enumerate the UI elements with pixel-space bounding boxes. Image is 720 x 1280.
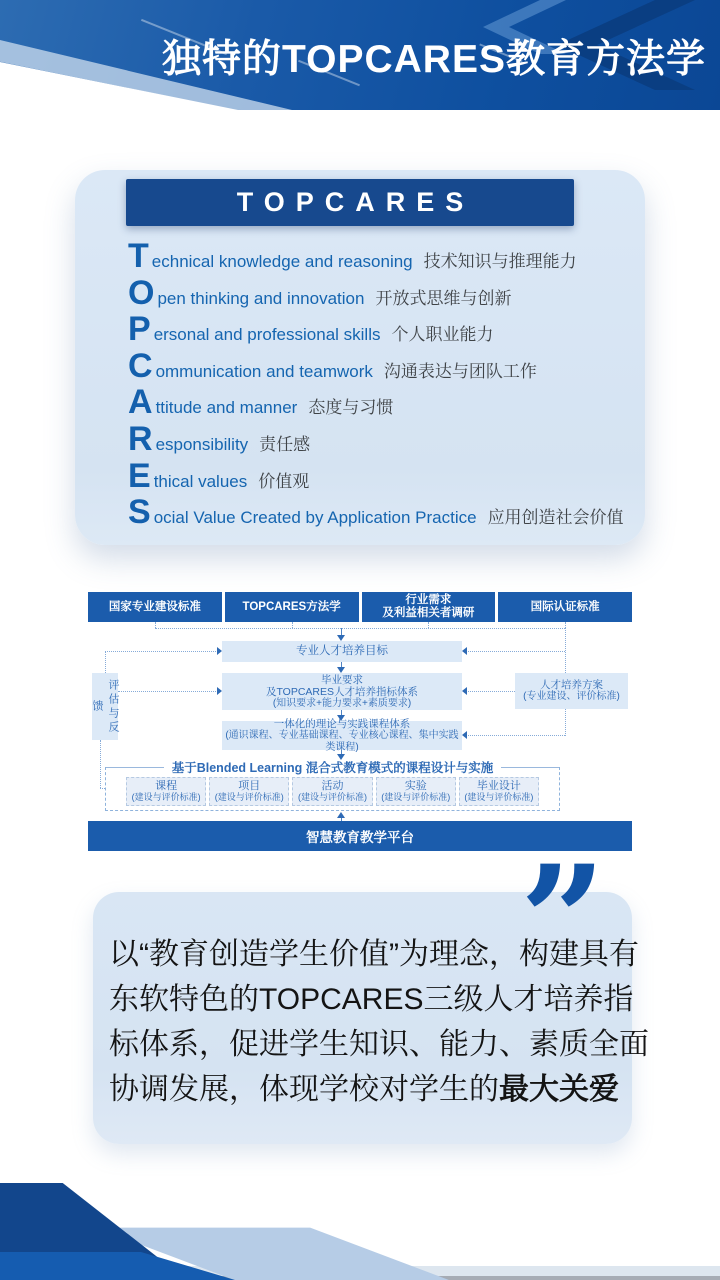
quote-bold-text: 最大关爱 (499, 1073, 619, 1106)
diagram-top-row (88, 592, 632, 622)
quote-text: 以“教育创造学生价值”为理念，构建具有东软特色的TOPCARES三级人才培养指标体系，促进学生知识、能力、素质全面协调发展，体现学校对学生的最大关爱 (109, 938, 649, 1106)
connector-line (105, 651, 218, 652)
arrow-right-icon (217, 687, 222, 695)
topcares-title-bar (126, 179, 574, 226)
header-banner (0, 0, 720, 110)
acronym-letter: E (128, 456, 151, 495)
practice-box-project: 项目 (建设与评价标准) (209, 777, 289, 806)
footer-navy-wedge (0, 1183, 165, 1263)
acronym-letter: O (128, 273, 155, 312)
topcares-item-t (128, 237, 633, 275)
connector-line (155, 628, 565, 629)
acronym-letter: P (128, 310, 151, 349)
acronym-english: ocial Value Created by Application Practice (153, 508, 477, 528)
connector-line (341, 628, 342, 635)
acronym-chinese: 责任感 (259, 434, 311, 454)
top-box-industry-demand: 行业需求 及利益相关者调研 (362, 592, 496, 622)
topcares-item-p (128, 310, 633, 349)
topcares-item-r (128, 419, 633, 458)
graduation-requirements-box: 毕业要求 及TOPCARES人才培养指标体系 (知识要求+能力要求+素质要求) (222, 673, 462, 710)
acronym-chinese: 态度与习惯 (308, 398, 394, 418)
acronym-english: pen thinking and innovation (157, 288, 365, 308)
quotation-marks-icon: ” (519, 846, 606, 942)
top-box-international-standard: 国际认证标准 (498, 592, 632, 622)
connector-line (466, 691, 515, 692)
acronym-letter: S (128, 493, 151, 532)
topcares-title: TOPCARES (236, 187, 475, 217)
connector-line (565, 709, 566, 736)
connector-line (100, 788, 105, 789)
talent-plan-box: 人才培养方案 (专业建设、评价标准) (515, 673, 628, 709)
topcares-item-s (128, 493, 633, 532)
acronym-letter: C (128, 346, 153, 385)
evaluation-feedback-box: 评估与反馈 (92, 673, 118, 740)
arrow-left-icon (462, 731, 467, 739)
quote-card (93, 846, 649, 1144)
topcares-item-c (128, 346, 633, 385)
acronym-english: echnical knowledge and reasoning (151, 252, 413, 271)
practice-box-course: 课程 (建设与评价标准) (126, 777, 206, 806)
connector-line (466, 735, 565, 736)
acronym-chinese: 技术知识与推理能力 (423, 252, 577, 271)
acronym-chinese: 沟通表达与团队工作 (383, 361, 537, 381)
acronym-english: ttitude and manner (155, 398, 298, 418)
acronym-chinese: 应用创造社会价值 (487, 508, 624, 528)
acronym-english: thical values (153, 471, 248, 491)
acronym-chinese: 价值观 (258, 471, 310, 491)
blended-learning-title: 基于Blended Learning 混合式教育模式的课程设计与实施 (171, 761, 494, 775)
connector-line (118, 691, 218, 692)
acronym-letter: T (128, 237, 149, 275)
top-box-topcares-methodology: TOPCARES方法学 (225, 592, 359, 622)
topcares-list (128, 237, 633, 534)
acronym-chinese: 开放式思维与创新 (375, 288, 512, 308)
practice-box-activity: 活动 (建设与评价标准) (292, 777, 372, 806)
arrow-left-icon (462, 647, 467, 655)
practice-container (105, 767, 560, 811)
connector-line (466, 651, 565, 652)
practice-box-graduation-design: 毕业设计 (建设与评价标准) (459, 777, 539, 806)
connector-line (105, 651, 106, 673)
curriculum-system-box: 一体化的理论与实践课程体系 (通识课程、专业基础课程、专业核心课程、集中实践类课程) (222, 721, 462, 750)
acronym-english: ommunication and teamwork (155, 361, 373, 381)
topcares-card (75, 170, 645, 545)
arrow-left-icon (462, 687, 467, 695)
topcares-item-o (128, 273, 633, 312)
acronym-letter: R (128, 419, 153, 458)
connector-line (565, 628, 566, 673)
practice-box-experiment: 实验 (建设与评价标准) (376, 777, 456, 806)
methodology-diagram (88, 588, 632, 854)
topcares-item-a (128, 383, 633, 422)
acronym-letter: A (128, 383, 153, 422)
connector-line (100, 740, 101, 788)
arrow-right-icon (217, 647, 222, 655)
smart-education-platform-bar: 智慧教育教学平台 (88, 821, 632, 851)
practice-row (106, 777, 559, 806)
page-title: 独特的TOPCARES教育方法学 (162, 38, 706, 81)
acronym-chinese: 个人职业能力 (391, 325, 494, 345)
acronym-english: ersonal and professional skills (153, 325, 381, 345)
acronym-english: esponsibility (155, 434, 249, 454)
goal-box: 专业人才培养目标 (222, 641, 462, 662)
topcares-item-e (128, 456, 633, 495)
top-box-national-standard: 国家专业建设标准 (88, 592, 222, 622)
